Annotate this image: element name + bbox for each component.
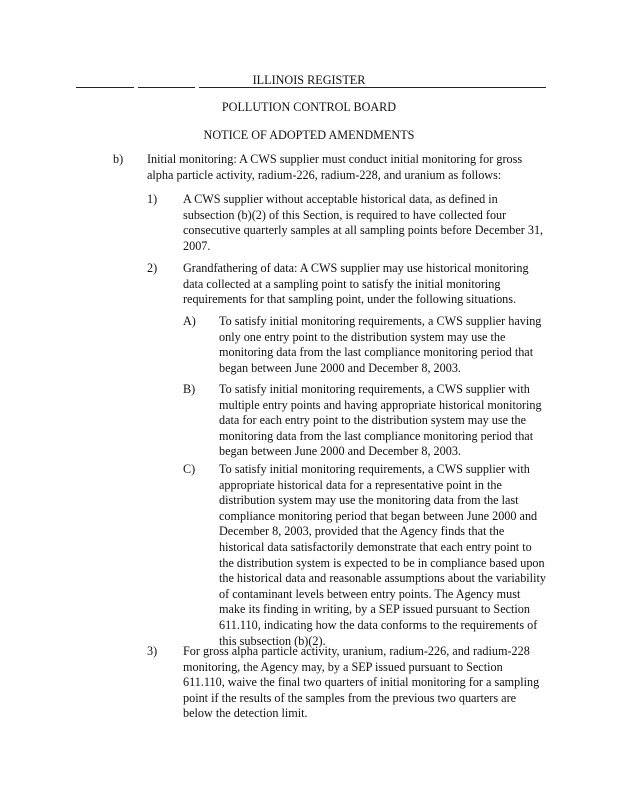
- item-2a-text: To satisfy initial monitoring requirements, a CWS supplier having only one entry point to the distribution system may use the monitoring data from the last compliance monitoring period that began between June 2000 and December 8, 2003.: [219, 314, 542, 375]
- item-1-label: 1): [147, 192, 158, 206]
- item-2c-text: To satisfy initial monitoring requirements, a CWS supplier with appropriate historical data for a representative point in the distribution system may use the monitoring data from the last compliance monitoring period that began between June 2000 and December 8, 2003, provided that the Agency finds that the historical data satisfactorily demonstrate that each entry point to the distribution system is expected to be in compliance based upon the historical data and reasonable assumptions about the variability of contaminant levels between entry points. The Agency must make its finding in writing, by a SEP issued pursuant to Section 611.110, indicating how the data conforms to the requirements of this subsection (b)(2).: [219, 462, 546, 648]
- item-2b-text: To satisfy initial monitoring requirements, a CWS supplier with multiple entry points and having appropriate historical monitoring data for each entry point to the distribution system may use the monitoring data from the last compliance monitoring period that began between June 2000 and December 8, 2003.: [219, 382, 542, 459]
- agency-name: POLLUTION CONTROL BOARD: [221, 100, 397, 114]
- item-2-text: Grandfathering of data: A CWS supplier may use historical monitoring data collected at a sampling point to satisfy the initial monitoring requirements for that sampling point, under the following situations.: [183, 261, 529, 307]
- item-3-label: 3): [147, 644, 158, 658]
- notice-title: NOTICE OF ADOPTED AMENDMENTS: [203, 128, 415, 142]
- item-1-text: A CWS supplier without acceptable historical data, as defined in subsection (b)(2) of this Section, is required to have collected four consecutive quarterly samples at all sampling points before December 31, 2007.: [183, 192, 544, 253]
- item-2c-label: C): [183, 462, 196, 476]
- register-title: ILLINOIS REGISTER: [252, 73, 366, 87]
- item-2a-label: A): [183, 314, 196, 328]
- item-2-label: 2): [147, 261, 158, 275]
- item-3-text: For gross alpha particle activity, uranium, radium-226, and radium-228 monitoring, the Agency may, by a SEP issued pursuant to Section 611.110, waive the final two quarters of initial monitoring for a sampling point if the results of the samples from the previous two quarters are below the detection limit.: [183, 644, 540, 721]
- section-b-text: Initial monitoring: A CWS supplier must conduct initial monitoring for gross alpha particle activity, radium-226, radium-228, and uranium as follows:: [147, 152, 523, 182]
- item-2b-label: B): [183, 382, 196, 396]
- section-b-label: b): [113, 152, 124, 166]
